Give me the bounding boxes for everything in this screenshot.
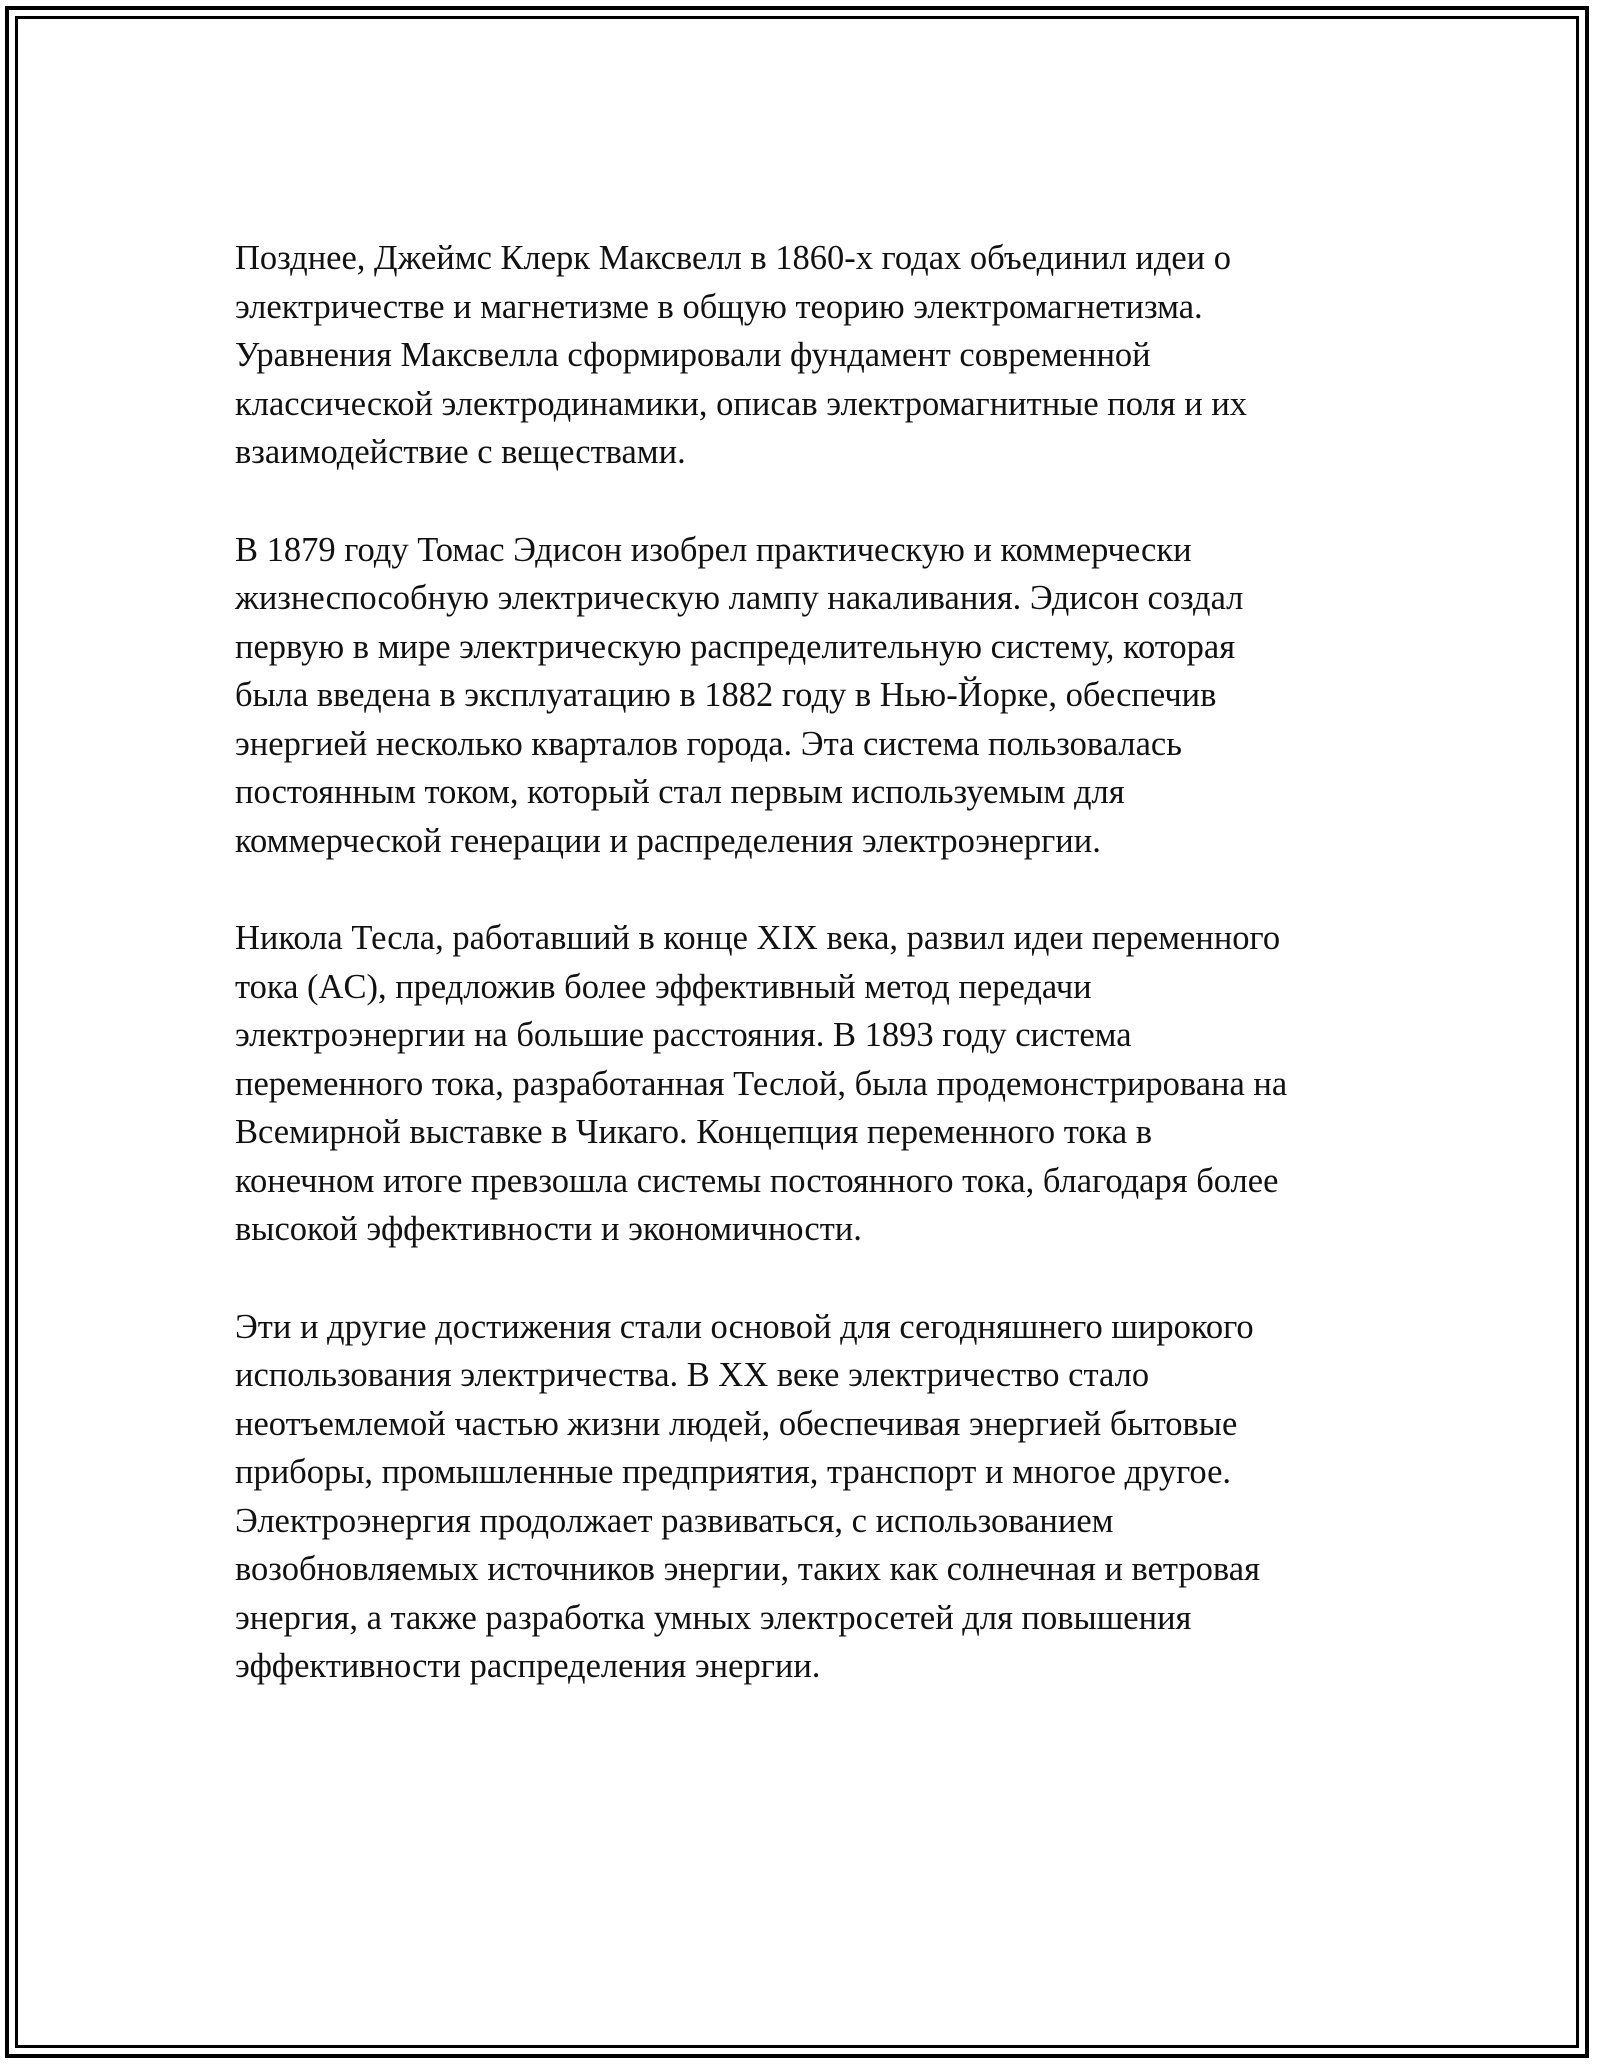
document-body <box>235 234 1395 1740</box>
text-line: тока (AC), предложив более эффективный метод передачи <box>235 967 1092 1006</box>
text-line: коммерческой генерации и распределения электроэнергии. <box>235 821 1101 860</box>
text-line: высокой эффективности и экономичности. <box>235 1210 862 1248</box>
text-line: Электроэнергия продолжает развиваться, с использованием <box>235 1501 1114 1540</box>
text-line: классической электродинамики, описав электромагнитные поля и их <box>235 384 1248 423</box>
text-line: неотъемлемой частью жизни людей, обеспечивая энергией бытовые <box>235 1404 1238 1443</box>
text-line: эффективности распределения энергии. <box>235 1647 821 1685</box>
text-line: Позднее, Джеймс Клерк Максвелл в 1860-х годах объединил идеи о <box>235 239 1232 277</box>
text-line: В 1879 году Томас Эдисон изобрел практическую и коммерчески <box>235 530 1192 569</box>
text-line: Эти и другие достижения стали основой для сегодняшнего широкого <box>235 1307 1254 1346</box>
paragraph-maxwell <box>235 234 1395 477</box>
paragraph-edison <box>235 526 1395 866</box>
text-line: приборы, промышленные предприятия, транспорт и многое другое. <box>235 1453 1232 1491</box>
text-line: была введена в эксплуатацию в 1882 году в Нью-Йорке, обеспечив <box>235 676 1217 714</box>
text-line: электричестве и магнетизме в общую теорию электромагнетизма. <box>235 287 1203 326</box>
text-line: Всемирной выставке в Чикаго. Концепция переменного тока в <box>235 1113 1153 1151</box>
paragraph-tesla <box>235 914 1395 1254</box>
text-line: жизнеспособную электрическую лампу накаливания. Эдисон создал <box>235 579 1244 617</box>
text-line: Никола Тесла, работавший в конце XIX века, развил идеи переменного <box>235 919 1281 957</box>
text-line: использования электричества. В XX веке электричество стало <box>235 1356 1150 1394</box>
text-line: переменного тока, разработанная Теслой, была продемонстрирована на <box>235 1064 1288 1103</box>
text-line: конечном итоге превзошла системы постоянного тока, благодаря более <box>235 1161 1279 1200</box>
text-line: первую в мире электрическую распределительную систему, которая <box>235 627 1236 666</box>
text-line: постоянным током, который стал первым используемым для <box>235 773 1125 811</box>
paragraph-modern-electricity <box>235 1303 1395 1691</box>
text-line: энергия, а также разработка умных электросетей для повышения <box>235 1598 1192 1637</box>
text-line: возобновляемых источников энергии, таких как солнечная и ветровая <box>235 1550 1260 1588</box>
text-line: энергией несколько кварталов города. Эта система пользовалась <box>235 724 1182 763</box>
text-line: Уравнения Максвелла сформировали фундамент современной <box>235 336 1151 374</box>
text-line: электроэнергии на большие расстояния. В 1893 году система <box>235 1016 1132 1054</box>
text-line: взаимодействие с веществами. <box>235 433 686 471</box>
